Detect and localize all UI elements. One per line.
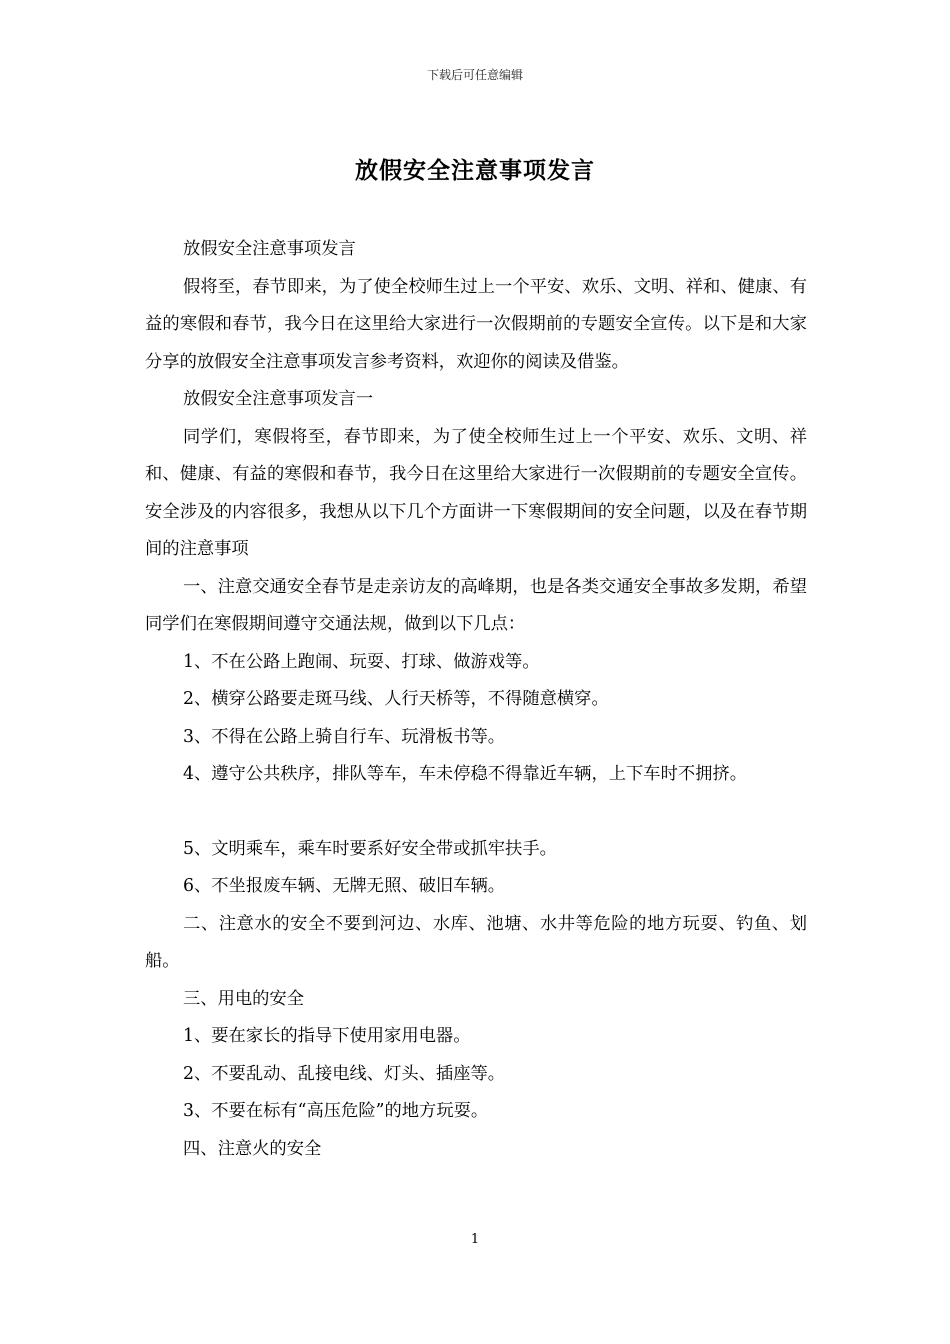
paragraph-section-heading: 放假安全注意事项发言一 — [183, 389, 374, 409]
list-item-traffic-1: 1、不在公路上跑闹、玩耍、打球、做游戏等。 — [183, 651, 540, 672]
paragraph-fire-heading: 四、注意火的安全 — [183, 1138, 322, 1159]
list-item-traffic-2: 2、横穿公路要走斑马线、人行天桥等，不得随意横穿。 — [183, 689, 609, 709]
list-item-electricity-1: 1、要在家长的指导下使用家用电器。 — [183, 1026, 471, 1046]
page-number: 1 — [470, 1232, 480, 1247]
paragraph-water-safety: 二、注意水的安全不要到河边、水库、池塘、水井等危险的地方玩耍、钓鱼、划船。 — [145, 913, 807, 971]
list-item-traffic-4: 4、遵守公共秩序，排队等车，车未停稳不得靠近车辆，上下车时不拥挤。 — [183, 764, 747, 784]
paragraph-subtitle: 放假安全注意事项发言 — [183, 239, 356, 259]
document-title: 放假安全注意事项发言 — [355, 157, 595, 184]
paragraph-opening: 同学们，寒假将至，春节即来，为了使全校师生过上一个平安、欢乐、文明、祥和、健康、有益的寒假和春节，我今日在这里给大家进行一次假期前的专题安全宣传。安全涉及的内容很多，我想从以下几个方面讲一下寒假期间的安全问题，以及在春节期间的注意事项 — [145, 426, 807, 559]
paragraph-intro: 假将至，春节即来，为了使全校师生过上一个平安、欢乐、文明、祥和、健康、有益的寒假和春节，我今日在这里给大家进行一次假期前的专题安全宣传。以下是和大家分享的放假安全注意事项发言参考资料，欢迎你的阅读及借鉴。 — [145, 276, 807, 372]
list-item-traffic-6: 6、不坐报废车辆、无牌无照、破旧车辆。 — [183, 876, 506, 896]
document-body — [145, 231, 807, 1168]
paragraph-traffic-safety: 一、注意交通安全春节是走亲访友的高峰期，也是各类交通安全事故多发期，希望同学们在寒假期间遵守交通法规，做到以下几点： — [145, 576, 807, 634]
list-item-traffic-5: 5、文明乘车，乘车时要系好安全带或抓牢扶手。 — [183, 838, 557, 859]
list-item-electricity-3: 3、不要在标有“高压危险”的地方玩耍。 — [183, 1101, 489, 1121]
list-item-traffic-3: 3、不得在公路上骑自行车、玩滑板书等。 — [183, 726, 506, 747]
page-header-note: 下载后可任意编辑 — [426, 68, 523, 82]
list-item-electricity-2: 2、不要乱动、乱接电线、灯头、插座等。 — [183, 1063, 506, 1084]
blank-line — [145, 794, 807, 831]
paragraph-electricity-heading: 三、用电的安全 — [183, 988, 304, 1009]
